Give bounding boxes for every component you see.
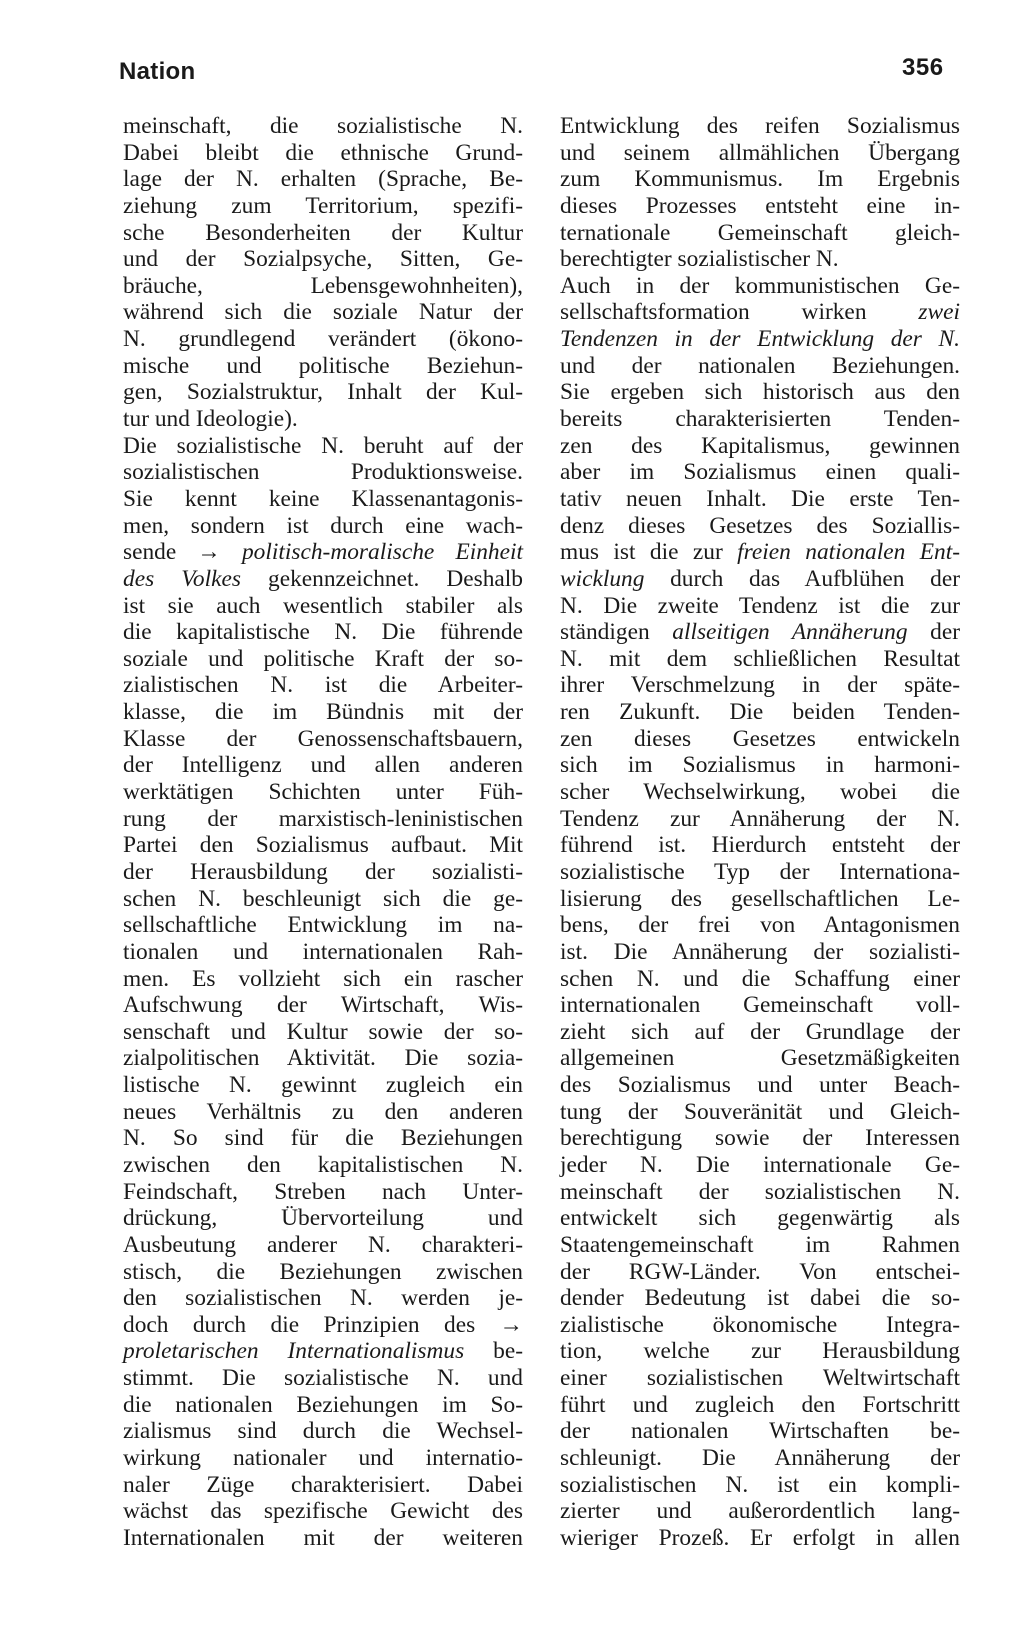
text-line: ist. Die Annäherung der sozialisti- <box>560 938 960 965</box>
text-line: senschaft und Kultur sowie der so- <box>123 1018 523 1045</box>
line-text: ständigen <box>560 619 673 646</box>
text-line <box>560 326 960 353</box>
text-line: Aufschwung der Wirtschaft, Wis- <box>123 992 523 1019</box>
text-line: zum Kommunismus. Im Ergebnis <box>560 166 960 193</box>
text-line: sellschaftliche Entwicklung im na- <box>123 912 523 939</box>
italic-term: zwei <box>918 299 960 326</box>
text-line: Sie kennt keine Klassenantagonis- <box>123 485 523 512</box>
text-line: zialistische ökonomische Integra- <box>560 1311 960 1338</box>
line-text: gekennzeichnet. Deshalb <box>240 565 523 592</box>
italic-term: des Volkes <box>123 565 241 592</box>
text-line: zierter und außerordentlich lang- <box>560 1498 960 1525</box>
text-line: Ausbeutung anderer N. charakteri- <box>123 1231 523 1258</box>
text-line: N. Die zweite Tendenz ist die zur <box>560 592 960 619</box>
text-line: der Intelligenz und allen anderen <box>123 752 523 779</box>
text-line <box>560 566 960 593</box>
text-line: bräuche, Lebensgewohnheiten), <box>123 272 523 299</box>
text-line: berechtigter sozialistischer N. <box>560 246 839 273</box>
text-line: zen des Kapitalismus, gewinnen <box>560 432 960 459</box>
text-line: aber im Sozialismus einen quali- <box>560 459 960 486</box>
text-line: zen dieses Gesetzes entwickeln <box>560 725 960 752</box>
text-line: des Sozialismus und unter Beach- <box>560 1072 960 1099</box>
text-line: die kapitalistische N. Die führende <box>123 619 523 646</box>
text-line <box>560 619 960 646</box>
text-line: rung der marxistisch-leninistischen <box>123 805 523 832</box>
text-line: dender Bedeutung ist dabei die so- <box>560 1285 960 1312</box>
text-line: Tendenz zur Annäherung der N. <box>560 805 960 832</box>
text-line: allgemeinen Gesetzmäßigkeiten <box>560 1045 960 1072</box>
text-line: scher Wechselwirkung, wobei die <box>560 779 960 806</box>
text-line: Staatengemeinschaft im Rahmen <box>560 1231 960 1258</box>
text-line: führend ist. Hierdurch entsteht der <box>560 832 960 859</box>
text-line: einer sozialistischen Weltwirtschaft <box>560 1365 960 1392</box>
text-line: meinschaft, die sozialistische N. <box>123 113 523 139</box>
text-line: tionalen und internationalen Rah- <box>123 938 523 965</box>
text-line: klasse, die im Bündnis mit der <box>123 699 523 726</box>
text-line: ren Zukunft. Die beiden Tenden- <box>560 699 960 726</box>
text-line: soziale und politische Kraft der so- <box>123 645 523 672</box>
text-line <box>123 1338 523 1365</box>
text-line: Auch in der kommunistischen Ge- <box>560 272 960 299</box>
text-line: zialistischen N. ist die Arbeiter- <box>123 672 523 699</box>
text-line: entwickelt sich gegenwärtig als <box>560 1205 960 1232</box>
text-line: men, sondern ist durch eine wach- <box>123 512 523 539</box>
text-line: wirkung nationaler und internatio- <box>123 1445 523 1472</box>
text-line: schleunigt. Die Annäherung der <box>560 1445 960 1472</box>
text-line: ternationale Gemeinschaft gleich- <box>560 219 960 246</box>
text-line: sozialistische Typ der Internationa- <box>560 858 960 885</box>
text-line <box>123 566 523 593</box>
text-line: werktätigen Schichten unter Füh- <box>123 779 523 806</box>
italic-term: proletarischen Internationalismus <box>123 1338 465 1365</box>
italic-term: politisch-moralische Einheit <box>241 539 524 566</box>
line-text: be- <box>464 1338 524 1365</box>
text-line: stimmt. Die sozialistische N. und <box>123 1365 523 1392</box>
text-line: zialismus sind durch die Wechsel- <box>123 1418 523 1445</box>
text-line: ihrer Verschmelzung in der späte- <box>560 672 960 699</box>
text-line: bereits charakterisierten Tenden- <box>560 406 960 433</box>
text-line: bens, der frei von Antagonismen <box>560 912 960 939</box>
italic-term: allseitigen Annäherung <box>672 619 908 646</box>
page-number: 356 <box>902 54 944 81</box>
text-line: jeder N. Die internationale Ge- <box>560 1151 960 1178</box>
text-line: stisch, die Beziehungen zwischen <box>123 1258 523 1285</box>
text-line: Internationalen mit der weiteren <box>123 1524 523 1551</box>
text-line: Feindschaft, Streben nach Unter- <box>123 1178 523 1205</box>
italic-term: wicklung <box>560 565 645 592</box>
left-text-column <box>123 113 523 1552</box>
text-line: mische und politische Beziehun- <box>123 352 523 379</box>
text-line: men. Es vollzieht sich ein rascher <box>123 965 523 992</box>
text-line: lage der N. erhalten (Sprache, Be- <box>123 166 523 193</box>
text-line: tion, welche zur Herausbildung <box>560 1338 960 1365</box>
text-line: sich im Sozialismus in harmoni- <box>560 752 960 779</box>
line-text: durch das Aufblühen der <box>644 565 960 592</box>
text-line: naler Züge charakterisiert. Dabei <box>123 1471 523 1498</box>
text-line: lisierung des gesellschaftlichen Le- <box>560 885 960 912</box>
text-line: Dabei bleibt die ethnische Grund- <box>123 139 523 166</box>
text-line: Die sozialistische N. beruht auf der <box>123 432 523 459</box>
text-line: den sozialistischen N. werden je- <box>123 1285 523 1312</box>
text-line: dieses Prozesses entsteht eine in- <box>560 192 960 219</box>
text-line: ist sie auch wesentlich stabiler als <box>123 592 523 619</box>
text-line: Partei den Sozialismus aufbaut. Mit <box>123 832 523 859</box>
text-line: N. grundlegend verändert (ökono- <box>123 326 523 353</box>
text-line: doch durch die Prinzipien des → <box>123 1311 523 1338</box>
line-text: sende → <box>123 539 242 566</box>
text-line: internationalen Gemeinschaft voll- <box>560 992 960 1019</box>
text-line: schen N. beschleunigt sich die ge- <box>123 885 523 912</box>
text-line: N. So sind für die Beziehungen <box>123 1125 523 1152</box>
text-line <box>560 299 960 326</box>
text-line: zialpolitischen Aktivität. Die sozia- <box>123 1045 523 1072</box>
text-line: und der Sozialpsyche, Sitten, Ge- <box>123 246 523 273</box>
text-line: zwischen den kapitalistischen N. <box>123 1151 523 1178</box>
text-line: tung der Souveränität und Gleich- <box>560 1098 960 1125</box>
text-line: sozialistischen N. ist ein kompli- <box>560 1471 960 1498</box>
text-line: und der nationalen Beziehungen. <box>560 352 960 379</box>
right-text-column <box>560 113 960 1552</box>
text-line: während sich die soziale Natur der <box>123 299 523 326</box>
text-line: ziehung zum Territorium, spezifi- <box>123 192 523 219</box>
text-line: denz dieses Gesetzes des Soziallis- <box>560 512 960 539</box>
text-line: listische N. gewinnt zugleich ein <box>123 1072 523 1099</box>
text-line: tur und Ideologie). <box>123 406 298 433</box>
text-line <box>560 539 960 566</box>
text-line: und seinem allmählichen Übergang <box>560 139 960 166</box>
running-head-title: Nation <box>119 58 196 85</box>
line-text: der <box>907 619 960 646</box>
text-line: wächst das spezifische Gewicht des <box>123 1498 523 1525</box>
text-line: wieriger Prozeß. Er erfolgt in allen <box>560 1524 960 1551</box>
text-line: sozialistischen Produktionsweise. <box>123 459 523 486</box>
line-text: sellschaftsformation wirken <box>560 299 919 326</box>
text-line: drückung, Übervorteilung und <box>123 1205 523 1232</box>
text-line: der nationalen Wirtschaften be- <box>560 1418 960 1445</box>
text-line: Sie ergeben sich historisch aus den <box>560 379 960 406</box>
text-line: meinschaft der sozialistischen N. <box>560 1178 960 1205</box>
text-line: die nationalen Beziehungen im So- <box>123 1391 523 1418</box>
italic-term: Tendenzen in der Entwicklung der N. <box>560 326 960 353</box>
text-line: der RGW-Länder. Von entschei- <box>560 1258 960 1285</box>
text-line: N. mit dem schließlichen Resultat <box>560 645 960 672</box>
text-line: schen N. und die Schaffung einer <box>560 965 960 992</box>
text-line: Klasse der Genossenschaftsbauern, <box>123 725 523 752</box>
text-line: sche Besonderheiten der Kultur <box>123 219 523 246</box>
line-text: mus ist die zur <box>560 539 738 566</box>
text-line: berechtigung sowie der Interessen <box>560 1125 960 1152</box>
text-line: der Herausbildung der sozialisti- <box>123 858 523 885</box>
text-line: neues Verhältnis zu den anderen <box>123 1098 523 1125</box>
text-line <box>123 539 523 566</box>
text-line: tativ neuen Inhalt. Die erste Ten- <box>560 485 960 512</box>
text-line: gen, Sozialstruktur, Inhalt der Kul- <box>123 379 523 406</box>
text-line: Entwicklung des reifen Sozialismus <box>560 113 960 139</box>
italic-term: freien nationalen Ent- <box>737 539 960 566</box>
text-line: zieht sich auf der Grundlage der <box>560 1018 960 1045</box>
text-line: führt und zugleich den Fortschritt <box>560 1391 960 1418</box>
